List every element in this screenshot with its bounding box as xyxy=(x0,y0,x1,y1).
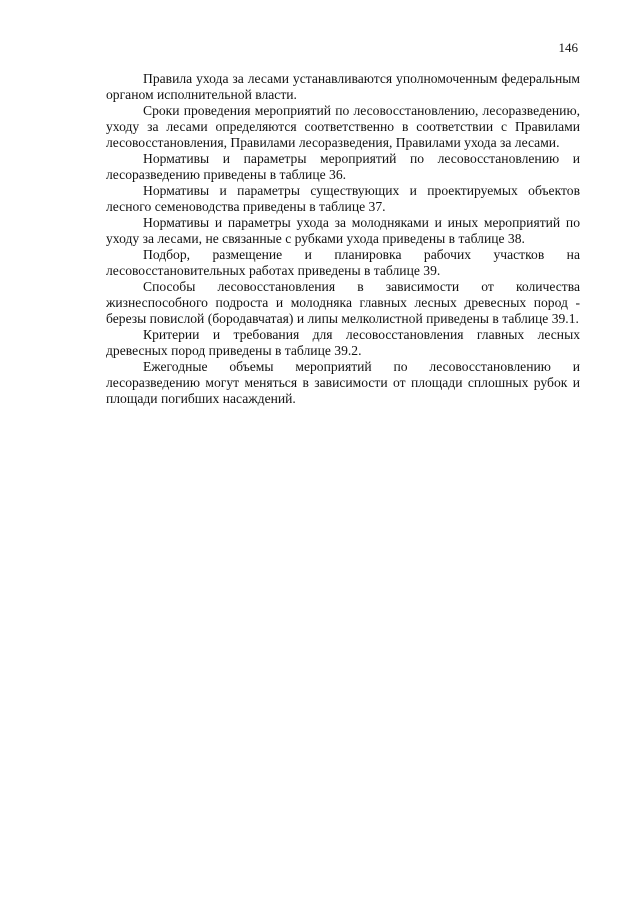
paragraph-table-39-reference: Подбор, размещение и планировка рабочих участков на лесовосстановительных работах приведены в таблице 39. xyxy=(106,247,580,278)
paragraph-table-39-2-reference: Критерии и требования для лесовосстановления главных лесных древесных пород приведены в таблице 39.2. xyxy=(106,327,580,358)
paragraph-forest-care-rules: Правила ухода за лесами устанавливаются уполномоченным федеральным органом исполнительной власти. xyxy=(106,71,580,102)
paragraph-activity-deadlines: Сроки проведения мероприятий по лесовосстановлению, лесоразведению, уходу за лесами определяются соответственно в соответствии с Правилами лесовосстановления, Правилами лесоразведения, Правилами ухода за лесами. xyxy=(106,103,580,150)
page-number: 146 xyxy=(558,40,578,55)
paragraph-table-37-reference: Нормативы и параметры существующих и проектируемых объектов лесного семеноводства приведены в таблице 37. xyxy=(106,183,580,214)
paragraph-table-39-1-reference: Способы лесовосстановления в зависимости от количества жизнеспособного подроста и молодняка главных лесных древесных пород - березы повислой (бородавчатая) и липы мелколистной приведены в таблице 39.1. xyxy=(106,279,580,326)
paragraph-annual-volumes: Ежегодные объемы мероприятий по лесовосстановлению и лесоразведению могут меняться в зависимости от площади сплошных рубок и площади погибших насаждений. xyxy=(106,359,580,406)
paragraph-table-38-reference: Нормативы и параметры ухода за молодняками и иных мероприятий по уходу за лесами, не связанные с рубками ухода приведены в таблице 38. xyxy=(106,215,580,246)
document-body xyxy=(106,71,580,407)
paragraph-table-36-reference: Нормативы и параметры мероприятий по лесовосстановлению и лесоразведению приведены в таблице 36. xyxy=(106,151,580,182)
